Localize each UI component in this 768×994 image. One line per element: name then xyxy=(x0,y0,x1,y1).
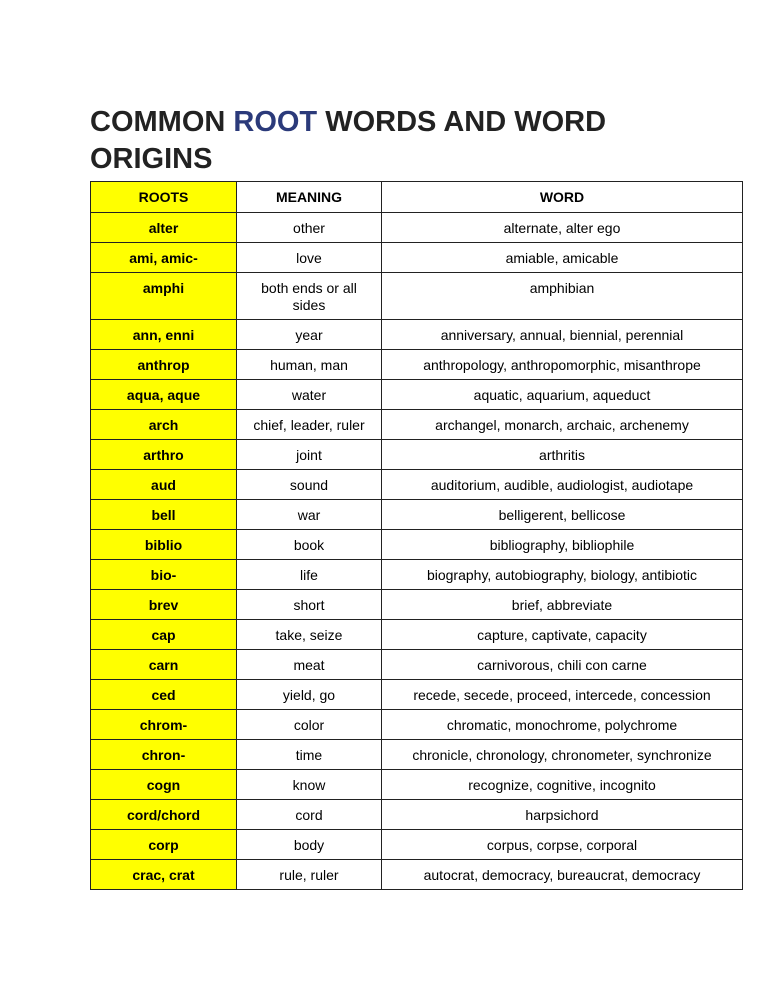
word-cell: belligerent, bellicose xyxy=(382,500,743,530)
table-row xyxy=(91,770,743,800)
root-cell: cord/chord xyxy=(91,800,237,830)
table-row xyxy=(91,590,743,620)
root-cell: chron- xyxy=(91,740,237,770)
root-cell: chrom- xyxy=(91,710,237,740)
table-row xyxy=(91,650,743,680)
table-row xyxy=(91,273,743,320)
meaning-cell: love xyxy=(237,243,382,273)
word-cell: amphibian xyxy=(382,273,743,320)
root-cell: alter xyxy=(91,213,237,243)
word-cell: harpsichord xyxy=(382,800,743,830)
table-row xyxy=(91,380,743,410)
word-cell: chronicle, chronology, chronometer, synchronize xyxy=(382,740,743,770)
root-cell: cap xyxy=(91,620,237,650)
table-row xyxy=(91,213,743,243)
table-row xyxy=(91,800,743,830)
word-cell: corpus, corpse, corporal xyxy=(382,830,743,860)
meaning-cell: cord xyxy=(237,800,382,830)
meaning-cell: take, seize xyxy=(237,620,382,650)
table-row xyxy=(91,500,743,530)
root-cell: amphi xyxy=(91,273,237,320)
word-cell: amiable, amicable xyxy=(382,243,743,273)
table-row xyxy=(91,680,743,710)
word-cell: autocrat, democracy, bureaucrat, democracy xyxy=(382,860,743,890)
word-cell: capture, captivate, capacity xyxy=(382,620,743,650)
table-row xyxy=(91,243,743,273)
word-cell: chromatic, monochrome, polychrome xyxy=(382,710,743,740)
root-words-table xyxy=(90,181,743,890)
meaning-cell: year xyxy=(237,320,382,350)
table-header xyxy=(91,182,743,213)
meaning-cell: book xyxy=(237,530,382,560)
root-cell: brev xyxy=(91,590,237,620)
root-cell: ami, amic- xyxy=(91,243,237,273)
word-cell: recognize, cognitive, incognito xyxy=(382,770,743,800)
meaning-cell: color xyxy=(237,710,382,740)
table-row xyxy=(91,350,743,380)
word-cell: anthropology, anthropomorphic, misanthrope xyxy=(382,350,743,380)
meaning-cell: water xyxy=(237,380,382,410)
root-cell: arch xyxy=(91,410,237,440)
header-row xyxy=(91,182,743,213)
word-cell: archangel, monarch, archaic, archenemy xyxy=(382,410,743,440)
word-cell: arthritis xyxy=(382,440,743,470)
meaning-cell: war xyxy=(237,500,382,530)
title-accent-word: ROOT xyxy=(233,106,318,138)
meaning-cell: joint xyxy=(237,440,382,470)
word-cell: carnivorous, chili con carne xyxy=(382,650,743,680)
word-cell: brief, abbreviate xyxy=(382,590,743,620)
word-cell: recede, secede, proceed, intercede, concession xyxy=(382,680,743,710)
table-row xyxy=(91,830,743,860)
meaning-cell: meat xyxy=(237,650,382,680)
title-prefix: COMMON xyxy=(90,106,234,138)
root-cell: biblio xyxy=(91,530,237,560)
meaning-cell: human, man xyxy=(237,350,382,380)
word-cell: anniversary, annual, biennial, perennial xyxy=(382,320,743,350)
root-cell: crac, crat xyxy=(91,860,237,890)
root-cell: ann, enni xyxy=(91,320,237,350)
header-meaning: MEANING xyxy=(237,182,382,213)
root-cell: bio- xyxy=(91,560,237,590)
meaning-cell: life xyxy=(237,560,382,590)
header-roots: ROOTS xyxy=(91,182,237,213)
table-row xyxy=(91,410,743,440)
meaning-cell: body xyxy=(237,830,382,860)
meaning-cell: yield, go xyxy=(237,680,382,710)
table-row xyxy=(91,440,743,470)
meaning-cell: both ends or all sides xyxy=(237,273,382,320)
word-cell: auditorium, audible, audiologist, audiotape xyxy=(382,470,743,500)
meaning-cell: know xyxy=(237,770,382,800)
word-cell: aquatic, aquarium, aqueduct xyxy=(382,380,743,410)
root-cell: bell xyxy=(91,500,237,530)
meaning-cell: short xyxy=(237,590,382,620)
table-row xyxy=(91,860,743,890)
table-row xyxy=(91,620,743,650)
word-cell: alternate, alter ego xyxy=(382,213,743,243)
table-row xyxy=(91,320,743,350)
meaning-cell: chief, leader, ruler xyxy=(237,410,382,440)
table-row xyxy=(91,530,743,560)
meaning-cell: sound xyxy=(237,470,382,500)
table-row xyxy=(91,560,743,590)
root-cell: aud xyxy=(91,470,237,500)
root-cell: arthro xyxy=(91,440,237,470)
root-cell: cogn xyxy=(91,770,237,800)
table-row xyxy=(91,740,743,770)
table-row xyxy=(91,470,743,500)
title-suffix: WORDS AND WORD ORIGINS xyxy=(90,106,607,175)
meaning-cell: rule, ruler xyxy=(237,860,382,890)
root-cell: aqua, aque xyxy=(91,380,237,410)
root-cell: anthrop xyxy=(91,350,237,380)
root-cell: carn xyxy=(91,650,237,680)
table-body xyxy=(91,213,743,890)
header-word: WORD xyxy=(382,182,743,213)
page-title xyxy=(90,104,650,178)
meaning-cell: time xyxy=(237,740,382,770)
word-cell: bibliography, bibliophile xyxy=(382,530,743,560)
table-row xyxy=(91,710,743,740)
meaning-cell: other xyxy=(237,213,382,243)
root-cell: corp xyxy=(91,830,237,860)
root-cell: ced xyxy=(91,680,237,710)
word-cell: biography, autobiography, biology, antibiotic xyxy=(382,560,743,590)
